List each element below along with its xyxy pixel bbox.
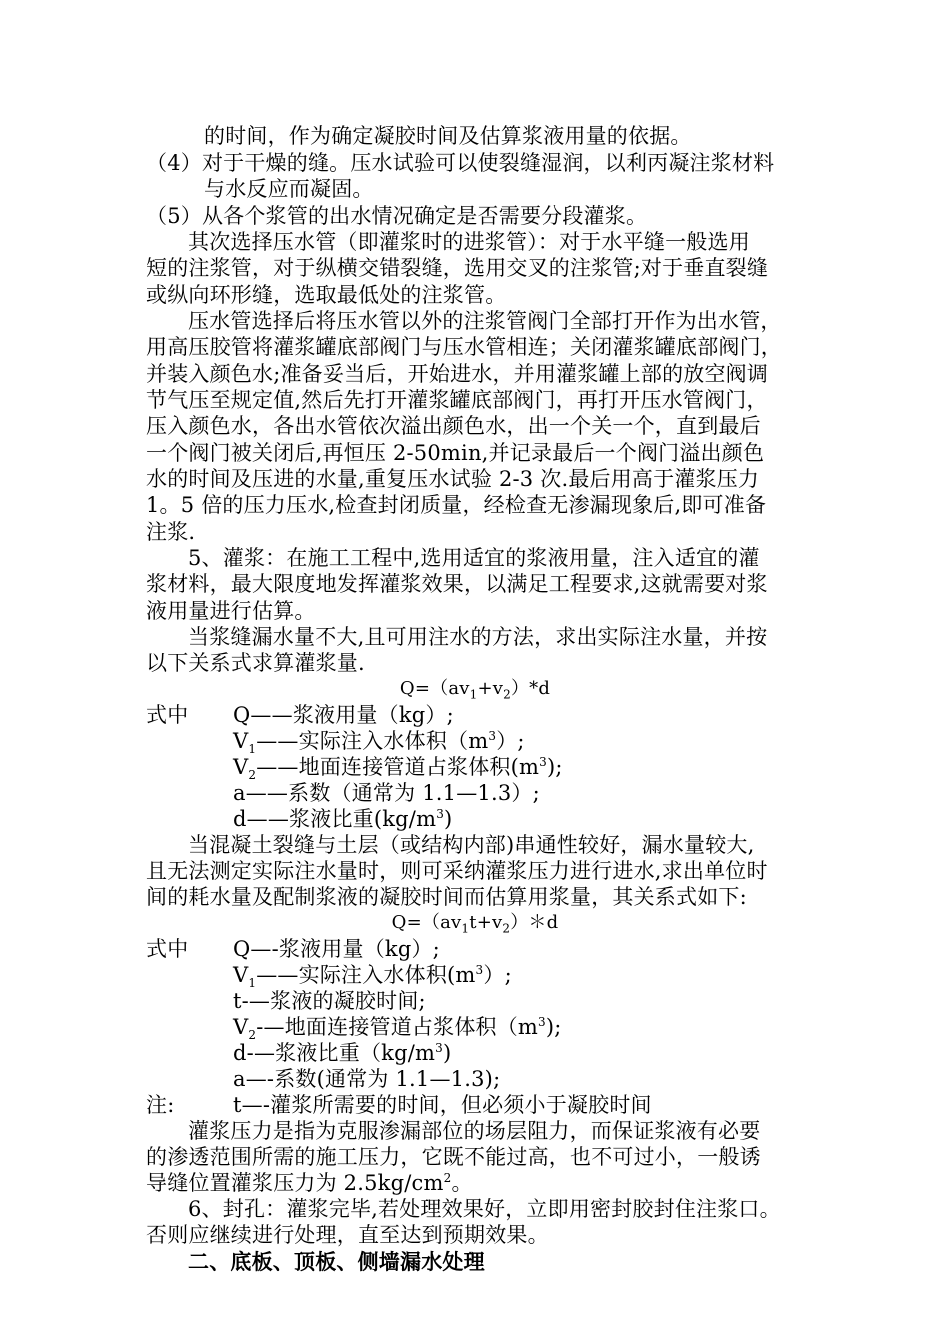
paragraph-line: 导缝位置灌浆压力为 $2.5kg/cm^2$。 [146, 1171, 473, 1195]
definition-q: Q—-浆液用量（kg）; [233, 937, 440, 961]
definition-v2: $V_2-—$地面连接管道占浆体积$(m^3)$; [233, 1015, 562, 1043]
paragraph-line: 其次选择压水管（即灌浆时的进浆管）：对于水平缝一般选用 [188, 230, 750, 254]
paragraph-line: 压入颜色水，各出水管依次溢出颜色水，出一个关一个，直到最后 [146, 414, 761, 438]
definition-a: a——系数（通常为 1.1—1.3）; [233, 781, 540, 805]
paragraph-line: 当浆缝漏水量不大,且可用注水的方法，求出实际注水量，并按 [188, 625, 768, 649]
definition-t: t-—浆液的凝胶时间; [233, 989, 426, 1013]
paragraph-line: 的渗透范围所需的施工压力，它既不能过高，也不可过小，一般诱 [146, 1145, 761, 1169]
definition-v1: $V_1——$实际注入水体积$(m^3)$; [233, 729, 525, 757]
list-item-4: （4）对于干燥的缝。压水试验可以使裂缝湿润，以利丙凝注浆材料 [146, 151, 775, 175]
paragraph-line: 并装入颜色水;准备妥当后，开始进水，并用灌浆罐上部的放空阀调 [146, 362, 769, 386]
paragraph-line: 6、封孔：灌浆完毕,若处理效果好，立即用密封胶封住注浆口。 [188, 1197, 781, 1221]
formula-2: $Q=(av_1t+v_2)*d$ [391, 912, 559, 936]
section-heading: 二、底板、顶板、侧墙漏水处理 [188, 1249, 485, 1274]
paragraph-line: 的时间，作为确定凝胶时间及估算浆液用量的依据。 [204, 124, 692, 148]
definition-a: a—-系数(通常为 1.1—1.3); [233, 1067, 501, 1091]
definition-d: d-—浆液比重$(kg/m^3)$ [233, 1041, 452, 1065]
paragraph-line: 灌浆压力是指为克服渗漏部位的场层阻力，而保证浆液有必要 [188, 1119, 761, 1143]
paragraph-line: 否则应继续进行处理，直至达到预期效果。 [146, 1223, 549, 1247]
definition-v2: $V_2——$地面连接管道占浆体积$(m^3)$; [233, 755, 563, 783]
paragraph-line: 1。5 倍的压力压水,检查封闭质量，经检查无渗漏现象后,即可准备 [146, 493, 767, 517]
list-item-4-cont: 与水反应而凝固。 [204, 177, 374, 201]
paragraph-line: 5、灌浆：在施工工程中,选用适宜的浆液用量，注入适宜的灌 [188, 546, 760, 570]
note-label: 注: [146, 1093, 175, 1117]
paragraph-line: 以下关系式求算灌浆量. [146, 651, 365, 675]
definitions-label: 式中 [146, 703, 189, 727]
paragraph-line: 用高压胶管将灌浆罐底部阀门与压水管相连；关闭灌浆罐底部阀门， [146, 335, 782, 359]
list-item-5: （5）从各个浆管的出水情况确定是否需要分段灌浆。 [146, 204, 648, 228]
definition-v1: $V_1——$实际注入水体积$(m^3)$; [233, 963, 512, 991]
definition-d: d——浆液比重$(kg/m^3)$ [233, 807, 453, 831]
paragraph-line: 浆材料，最大限度地发挥灌浆效果，以满足工程要求,这就需要对浆 [146, 572, 768, 596]
formula-1: $Q=(av_1+v_2)*d$ [399, 678, 551, 702]
paragraph-line: 短的注浆管，对于纵横交错裂缝，选用交叉的注浆管;对于垂直裂缝 [146, 256, 769, 280]
paragraph-line: 液用量进行估算。 [146, 599, 316, 623]
paragraph-line: 间的耗水量及配制浆液的凝胶时间而估算用浆量，其关系式如下: [146, 885, 747, 909]
paragraph-line: 当混凝土裂缝与土层（或结构内部)串通性较好，漏水量较大, [188, 833, 755, 857]
paragraph-line: 水的时间及压进的水量,重复压水试验 2-3 次.最后用高于灌浆压力 [146, 467, 760, 491]
note-text: t—-灌浆所需要的时间，但必须小于凝胶时间 [233, 1093, 652, 1117]
paragraph-line: 节气压至规定值,然后先打开灌浆罐底部阀门，再打开压水管阀门， [146, 388, 768, 412]
definitions-label: 式中 [146, 937, 189, 961]
definition-q: Q——浆液用量（kg）; [233, 703, 454, 727]
paragraph-line: 注浆. [146, 520, 196, 544]
paragraph-line: 一个阀门被关闭后,再恒压 2-50min,并记录最后一个阀门溢出颜色 [146, 441, 765, 465]
paragraph-line: 且无法测定实际注水量时，则可采纳灌浆压力进行进水,求出单位时 [146, 859, 768, 883]
paragraph-line: 或纵向环形缝，选取最低处的注浆管。 [146, 283, 507, 307]
paragraph-line: 压水管选择后将压水管以外的注浆管阀门全部打开作为出水管， [188, 309, 782, 333]
